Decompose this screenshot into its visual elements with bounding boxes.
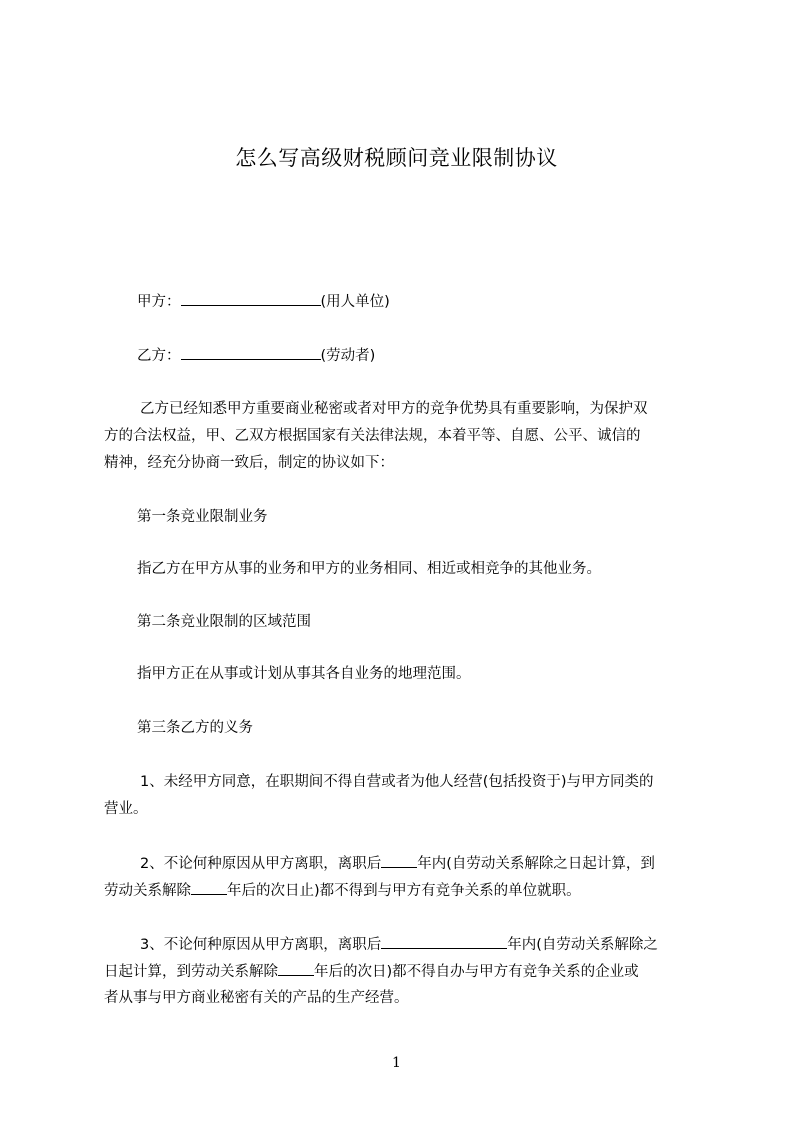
party-b-line — [137, 345, 375, 366]
item-2-text-d: 年后的次日止)都不得到与甲方有竞争关系的单位就职。 — [227, 883, 581, 899]
item-2-text-b: 年内(自劳动关系解除之日起计算，到 — [417, 856, 655, 872]
document-title: 怎么写高级财税顾问竞业限制协议 — [235, 146, 558, 170]
article-1-title: 第一条竞业限制业务 — [137, 509, 268, 525]
party-b-blank — [181, 345, 321, 360]
item-3-line-2 — [104, 961, 639, 982]
item-2-text-a: 2、不论何种原因从甲方离职，离职后 — [140, 856, 382, 872]
item-2-blank-years-2 — [191, 880, 227, 895]
item-1-line-2: 营业。 — [104, 801, 148, 817]
intro-line-2: 方的合法权益，甲、乙双方根据国家有关法律法规，本着平等、自愿、公平、诚信的 — [104, 428, 641, 444]
item-2-text-c: 劳动关系解除 — [104, 883, 191, 899]
intro-line-1: 乙方已经知悉甲方重要商业秘密或者对甲方的竞争优势具有重要影响，为保护双 — [140, 401, 648, 417]
article-2-title: 第二条竞业限制的区域范围 — [137, 614, 311, 630]
item-3-text-a: 3、不论何种原因从甲方离职，离职后 — [140, 937, 382, 953]
item-3-line-3: 者从事与甲方商业秘密有关的产品的生产经营。 — [104, 990, 409, 1006]
party-a-suffix: (用人单位) — [320, 294, 390, 310]
item-3-text-d: 年后的次日)都不得自办与甲方有竞争关系的企业或 — [314, 964, 639, 980]
article-2-body: 指甲方正在从事或计划从事其各自业务的地理范围。 — [137, 666, 471, 682]
item-3-text-c: 日起计算，到劳动关系解除 — [104, 964, 278, 980]
item-2-line-1 — [140, 853, 655, 874]
item-3-blank-years — [381, 934, 507, 949]
item-3-line-1 — [140, 934, 658, 955]
intro-line-3: 精神，经充分协商一致后，制定的协议如下： — [104, 455, 394, 471]
item-3-blank-years-2 — [278, 961, 314, 976]
item-1-line-1: 1、未经甲方同意，在职期间不得自营或者为他人经营(包括投资于)与甲方同类的 — [140, 774, 654, 790]
party-a-label: 甲方： — [137, 294, 181, 310]
page-number: 1 — [392, 1055, 401, 1071]
party-a-blank — [181, 291, 321, 306]
item-2-line-2 — [104, 880, 581, 901]
item-2-blank-years — [381, 853, 417, 868]
party-b-suffix: (劳动者) — [320, 348, 376, 364]
party-b-label: 乙方： — [137, 348, 181, 364]
party-a-line — [137, 291, 390, 312]
article-1-body: 指乙方在甲方从事的业务和甲方的业务相同、相近或相竞争的其他业务。 — [137, 561, 601, 577]
article-3-title: 第三条乙方的义务 — [137, 720, 253, 736]
item-3-text-b: 年内(自劳动关系解除之 — [507, 937, 658, 953]
